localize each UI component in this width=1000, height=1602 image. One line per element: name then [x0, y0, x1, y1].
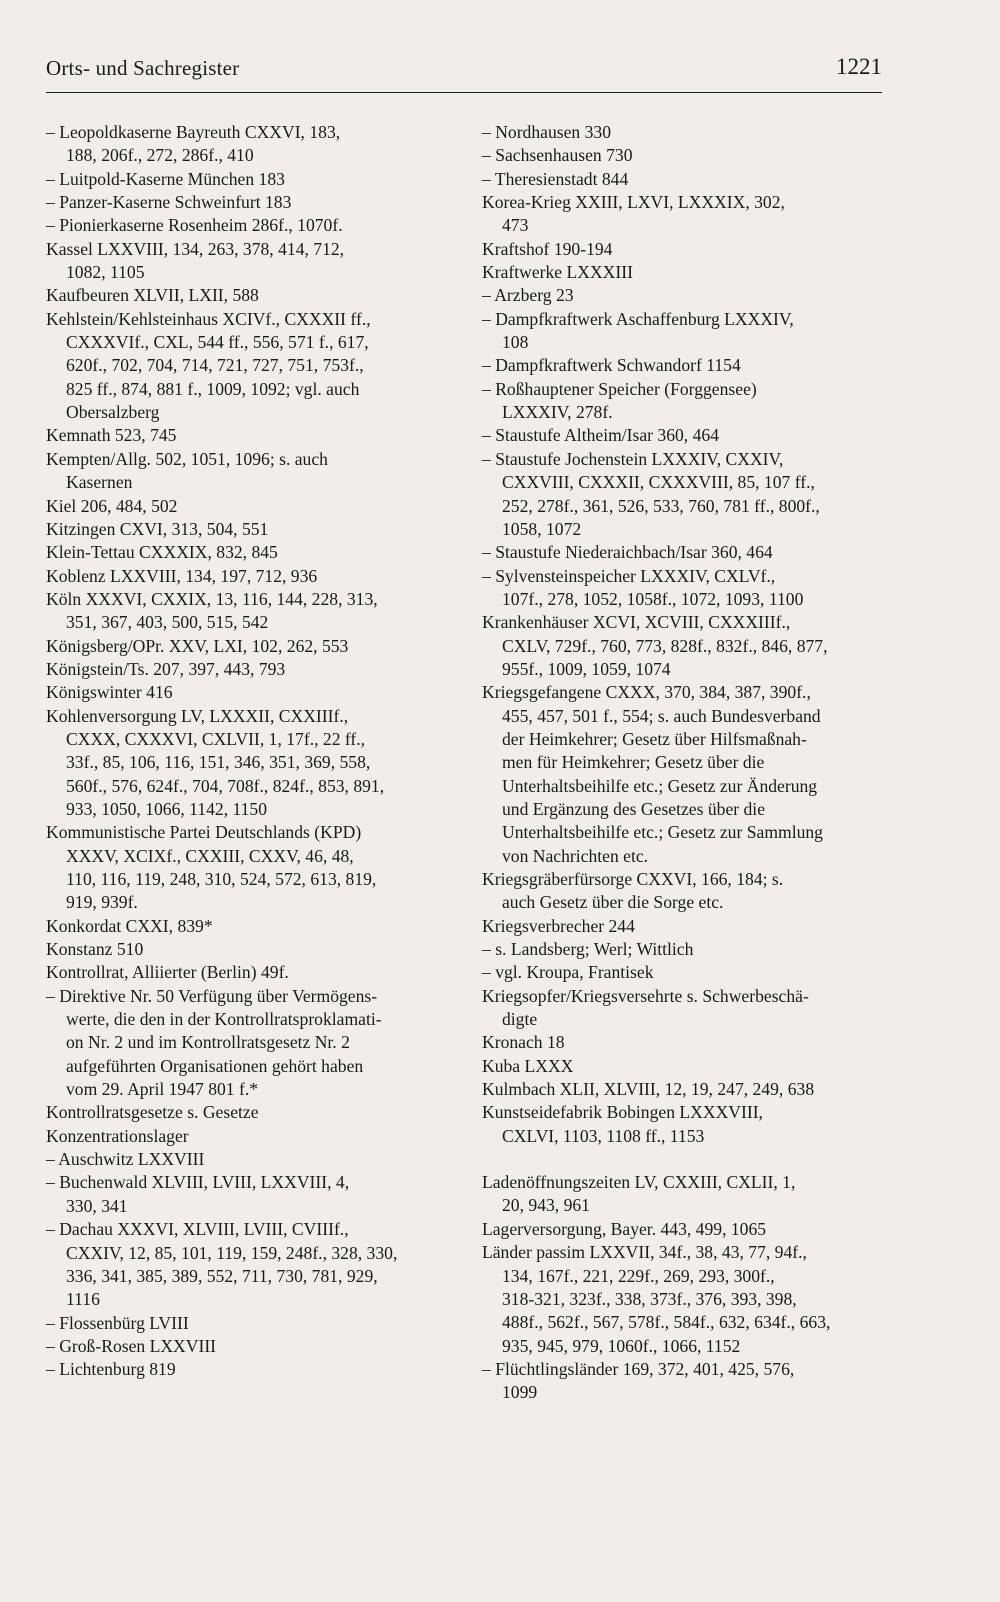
index-entry-line: Kunstseidefabrik Bobingen LXXXVIII, [482, 1102, 763, 1123]
index-entry-line: Kriegsopfer/Kriegsversehrte s. Schwerbeschä- [482, 985, 809, 1006]
index-entry-line: XXXV, XCIXf., CXXIII, CXXV, 46, 48, [66, 845, 354, 866]
index-entry-line: 955f., 1009, 1059, 1074 [502, 658, 671, 679]
index-entry [46, 308, 466, 425]
index-entry-line: – Sachsenhausen 730 [482, 145, 633, 166]
running-title: Orts- und Sachregister [46, 56, 240, 80]
index-entry [46, 1148, 466, 1171]
index-entry [482, 448, 887, 541]
index-entry-line: Ladenöffnungszeiten LV, CXXIII, CXLII, 1, [482, 1172, 796, 1193]
index-entry-line: Kempten/Allg. 502, 1051, 1096; s. auch [46, 448, 328, 469]
index-entry [482, 424, 887, 447]
index-entry-line: – vgl. Kroupa, Frantisek [482, 962, 654, 983]
index-entry-line: – Sylvensteinspeicher LXXXIV, CXLVf., [482, 565, 776, 586]
index-entry-line: – Dampfkraftwerk Schwandorf 1154 [482, 355, 741, 376]
index-entry-line: CXXIV, 12, 85, 101, 119, 159, 248f., 328, 330, [66, 1242, 398, 1263]
index-entry [482, 308, 887, 355]
index-entry [482, 868, 887, 915]
index-entry [482, 1358, 887, 1405]
index-entry [46, 565, 466, 588]
index-entry-line: – Lichtenburg 819 [46, 1359, 176, 1380]
index-entry [482, 1031, 887, 1054]
index-entry [46, 541, 466, 564]
index-entry-line: – Dachau XXXVI, XLVIII, LVIII, CVIIIf., [46, 1219, 349, 1240]
index-entry-line: Kitzingen CXVI, 313, 504, 551 [46, 518, 269, 539]
index-entry [46, 238, 466, 285]
index-entry [482, 1171, 887, 1218]
index-entry-line: 825 ff., 874, 881 f., 1009, 1092; vgl. auch [66, 378, 360, 399]
index-entry-line: Unterhaltsbeihilfe etc.; Gesetz zur Änderung [502, 775, 818, 796]
index-entry-line: Kriegsverbrecher 244 [482, 915, 635, 936]
index-entry [482, 611, 887, 681]
index-entry [46, 985, 466, 1102]
index-entry [46, 1218, 466, 1311]
index-entry-line: – Roßhauptener Speicher (Forggensee) [482, 378, 757, 399]
index-entry-line: Kriegsgräberfürsorge CXXVI, 166, 184; s. [482, 869, 784, 889]
index-column-left [46, 121, 466, 1382]
index-entry-line: – Staustufe Altheim/Isar 360, 464 [482, 425, 719, 446]
index-entry-line: Kraftshof 190-194 [482, 238, 613, 259]
index-entry-line: 488f., 562f., 567, 578f., 584f., 632, 634f., 663, [502, 1312, 831, 1333]
index-column-right [482, 121, 887, 1405]
index-entry [46, 1312, 466, 1335]
index-entry [482, 1078, 887, 1101]
index-entry-line: 351, 367, 403, 500, 515, 542 [66, 612, 269, 633]
index-entry-line: – Direktive Nr. 50 Verfügung über Vermögens- [46, 985, 378, 1006]
index-entry-line: Kriegsgefangene CXXX, 370, 384, 387, 390f., [482, 682, 811, 703]
index-entry [482, 121, 887, 144]
index-entry [482, 1101, 887, 1148]
index-entry [482, 938, 887, 961]
index-entry-line: 20, 943, 961 [502, 1195, 590, 1216]
index-entry-line: 33f., 85, 106, 116, 151, 346, 351, 369, 558, [66, 752, 371, 773]
index-entry [46, 705, 466, 822]
index-entry-line: Korea-Krieg XXIII, LXVI, LXXXIX, 302, [482, 192, 785, 213]
index-entry-line: CXLVI, 1103, 1108 ff., 1153 [502, 1125, 705, 1146]
index-entry-line: Krankenhäuser XCVI, XCVIII, CXXXIIIf., [482, 612, 791, 633]
index-entry-line: – Staustufe Jochenstein LXXXIV, CXXIV, [482, 448, 784, 469]
index-entry-line: und Ergänzung des Gesetzes über die [502, 798, 766, 819]
index-entry-line: auch Gesetz über die Sorge etc. [502, 892, 724, 913]
index-entry-line: – Groß-Rosen LXXVIII [46, 1335, 217, 1356]
index-entry-line: 1058, 1072 [502, 518, 582, 539]
index-entry-line: Kontrollrat, Alliierter (Berlin) 49f. [46, 962, 289, 983]
index-entry [46, 1171, 466, 1218]
index-entry-line: Kassel LXXVIII, 134, 263, 378, 414, 712, [46, 238, 345, 259]
index-entry-line: Konstanz 510 [46, 939, 144, 960]
index-entry-line: Kiel 206, 484, 502 [46, 495, 178, 516]
index-entry [46, 518, 466, 541]
index-entry [46, 191, 466, 214]
index-entry-line: 252, 278f., 361, 526, 533, 760, 781 ff., 800f., [502, 495, 820, 516]
index-entry-line: Kommunistische Partei Deutschlands (KPD) [46, 822, 362, 843]
index-entry-line: von Nachrichten etc. [502, 845, 649, 866]
index-entry-line: – Luitpold-Kaserne München 183 [46, 168, 285, 189]
index-entry [46, 1358, 466, 1381]
index-entry-line: vom 29. April 1947 801 f.* [66, 1079, 259, 1100]
index-entry [46, 938, 466, 961]
index-entry-line: – Nordhausen 330 [482, 122, 611, 142]
index-entry [46, 961, 466, 984]
index-entry-line: – Flossenbürg LVIII [46, 1312, 189, 1333]
index-entry [482, 1241, 887, 1358]
index-entry-line: on Nr. 2 und im Kontrollratsgesetz Nr. 2 [66, 1032, 350, 1053]
index-entry-line: Kohlenversorgung LV, LXXXII, CXXIIIf., [46, 705, 349, 726]
index-entry-line: Lagerversorgung, Bayer. 443, 499, 1065 [482, 1218, 767, 1239]
index-entry [46, 424, 466, 447]
index-entry-line: aufgeführten Organisationen gehört haben [66, 1055, 364, 1076]
index-entry-line: Länder passim LXXVII, 34f., 38, 43, 77, 94f., [482, 1242, 807, 1263]
index-entry-line: 134, 167f., 221, 229f., 269, 293, 300f., [502, 1265, 775, 1286]
index-entry-line: Kuba LXXX [482, 1055, 574, 1076]
index-entry-line: CXXX, CXXXVI, CXLVII, 1, 17f., 22 ff., [66, 728, 366, 749]
index-entry-line: – Arzberg 23 [482, 285, 574, 306]
index-entry-line: Kontrollratsgesetze s. Gesetze [46, 1102, 259, 1123]
index-entry-line: Kraftwerke LXXXIII [482, 262, 633, 283]
index-entry-line: Kasernen [66, 472, 133, 493]
page-header [46, 56, 882, 93]
index-entry-line: – Panzer-Kaserne Schweinfurt 183 [46, 192, 292, 213]
index-entry-line: Konkordat CXXI, 839* [46, 915, 213, 936]
index-entry-line: – Theresienstadt 844 [482, 168, 629, 189]
index-entry [46, 821, 466, 914]
index-entry [482, 238, 887, 261]
index-entry-line: 620f., 702, 704, 714, 721, 727, 751, 753f., [66, 355, 364, 376]
index-entry-line: CXXVIII, CXXXII, CXXXVIII, 85, 107 ff., [502, 472, 815, 493]
index-entry [482, 961, 887, 984]
index-entry-line: Konzentrationslager [46, 1125, 189, 1146]
index-entry [46, 495, 466, 518]
index-entry [46, 588, 466, 635]
index-entry-line: 919, 939f. [66, 892, 138, 913]
index-entry [482, 565, 887, 612]
index-entry-line: 108 [502, 332, 529, 353]
index-entry [482, 541, 887, 564]
index-entry-line: Königstein/Ts. 207, 397, 443, 793 [46, 658, 286, 679]
index-entry-line: Unterhaltsbeihilfe etc.; Gesetz zur Sammlung [502, 822, 823, 843]
index-entry [46, 1101, 466, 1124]
index-entry-line: 110, 116, 119, 248, 310, 524, 572, 613, 819, [66, 869, 377, 889]
index-entry-line: 1116 [66, 1289, 100, 1310]
index-entry [46, 1335, 466, 1358]
index-entry [482, 261, 887, 284]
index-entry [482, 144, 887, 167]
index-entry [46, 448, 466, 495]
index-entry [482, 284, 887, 307]
index-entry [482, 681, 887, 868]
index-entry-line: – s. Landsberg; Werl; Wittlich [482, 939, 694, 960]
index-entry-line: Klein-Tettau CXXXIX, 832, 845 [46, 542, 278, 563]
index-entry-line: Königswinter 416 [46, 682, 173, 703]
index-entry-line: 330, 341 [66, 1195, 128, 1216]
index-entry-line: 455, 457, 501 f., 554; s. auch Bundesverband [502, 705, 821, 726]
index-entry-line: – Dampfkraftwerk Aschaffenburg LXXXIV, [482, 308, 794, 329]
index-entry-line: 935, 945, 979, 1060f., 1066, 1152 [502, 1335, 741, 1356]
index-entry-line: LXXXIV, 278f. [502, 402, 613, 423]
index-entry [46, 284, 466, 307]
index-entry [482, 354, 887, 377]
index-entry-line: men für Heimkehrer; Gesetz über die [502, 752, 765, 773]
index-entry [46, 635, 466, 658]
index-entry [46, 214, 466, 237]
index-entry [482, 1218, 887, 1241]
index-entry-line: 560f., 576, 624f., 704, 708f., 824f., 853, 891, [66, 775, 385, 796]
index-entry-line: CXXXVIf., CXL, 544 ff., 556, 571 f., 617, [66, 332, 369, 353]
index-entry-line: Kehlstein/Kehlsteinhaus XCIVf., CXXXII ff., [46, 308, 371, 329]
index-entry-line: 1099 [502, 1382, 538, 1403]
index-entry-line: 473 [502, 215, 529, 236]
index-entry-line: – Buchenwald XLVIII, LVIII, LXXVIII, 4, [46, 1172, 350, 1193]
index-entry-line: Obersalzberg [66, 402, 160, 423]
index-entry-line: digte [502, 1009, 538, 1030]
index-entry-line: Kaufbeuren XLVII, LXII, 588 [46, 285, 259, 306]
index-entry [46, 681, 466, 704]
index-entry-line: CXLV, 729f., 760, 773, 828f., 832f., 846, 877, [502, 635, 828, 656]
index-entry-line: Kronach 18 [482, 1032, 565, 1053]
index-entry-line: – Staustufe Niederaichbach/Isar 360, 464 [482, 542, 773, 563]
index-entry-line: 336, 341, 385, 389, 552, 711, 730, 781, 929, [66, 1265, 378, 1286]
index-entry-line: werte, die den in der Kontrollratsproklamati- [66, 1009, 382, 1030]
index-entry-line: Köln XXXVI, CXXIX, 13, 116, 144, 228, 313, [46, 588, 378, 609]
index-entry [482, 1055, 887, 1078]
index-entry-line: 933, 1050, 1066, 1142, 1150 [66, 798, 268, 819]
index-entry-line: Kemnath 523, 745 [46, 425, 177, 446]
index-entry-line: – Flüchtlingsländer 169, 372, 401, 425, 576, [482, 1358, 795, 1379]
index-entry [46, 1125, 466, 1148]
index-entry-line: Kulmbach XLII, XLVIII, 12, 19, 247, 249, 638 [482, 1079, 815, 1100]
index-entry-line: 188, 206f., 272, 286f., 410 [66, 145, 254, 166]
index-entry [482, 168, 887, 191]
index-entry-line: Koblenz LXXVIII, 134, 197, 712, 936 [46, 565, 318, 586]
index-entry-line: – Auschwitz LXXVIII [46, 1149, 205, 1170]
page-number: 1221 [836, 54, 882, 79]
index-entry [46, 121, 466, 168]
index-entry [482, 985, 887, 1032]
index-entry-line: der Heimkehrer; Gesetz über Hilfsmaßnah- [502, 728, 807, 749]
index-entry [482, 191, 887, 238]
index-entry [482, 915, 887, 938]
index-entry-line: – Pionierkaserne Rosenheim 286f., 1070f. [46, 215, 343, 236]
index-entry [46, 915, 466, 938]
index-entry-line: 107f., 278, 1052, 1058f., 1072, 1093, 1100 [502, 588, 804, 609]
index-entry [46, 168, 466, 191]
index-entry-line: – Leopoldkaserne Bayreuth CXXVI, 183, [46, 122, 341, 142]
index-entry [46, 658, 466, 681]
index-entry-line: 318-321, 323f., 338, 373f., 376, 393, 398, [502, 1288, 797, 1309]
index-entry-line: 1082, 1105 [66, 262, 145, 283]
index-entry-line: Königsberg/OPr. XXV, LXI, 102, 262, 553 [46, 635, 349, 656]
section-gap [482, 1148, 887, 1171]
index-entry [482, 378, 887, 425]
